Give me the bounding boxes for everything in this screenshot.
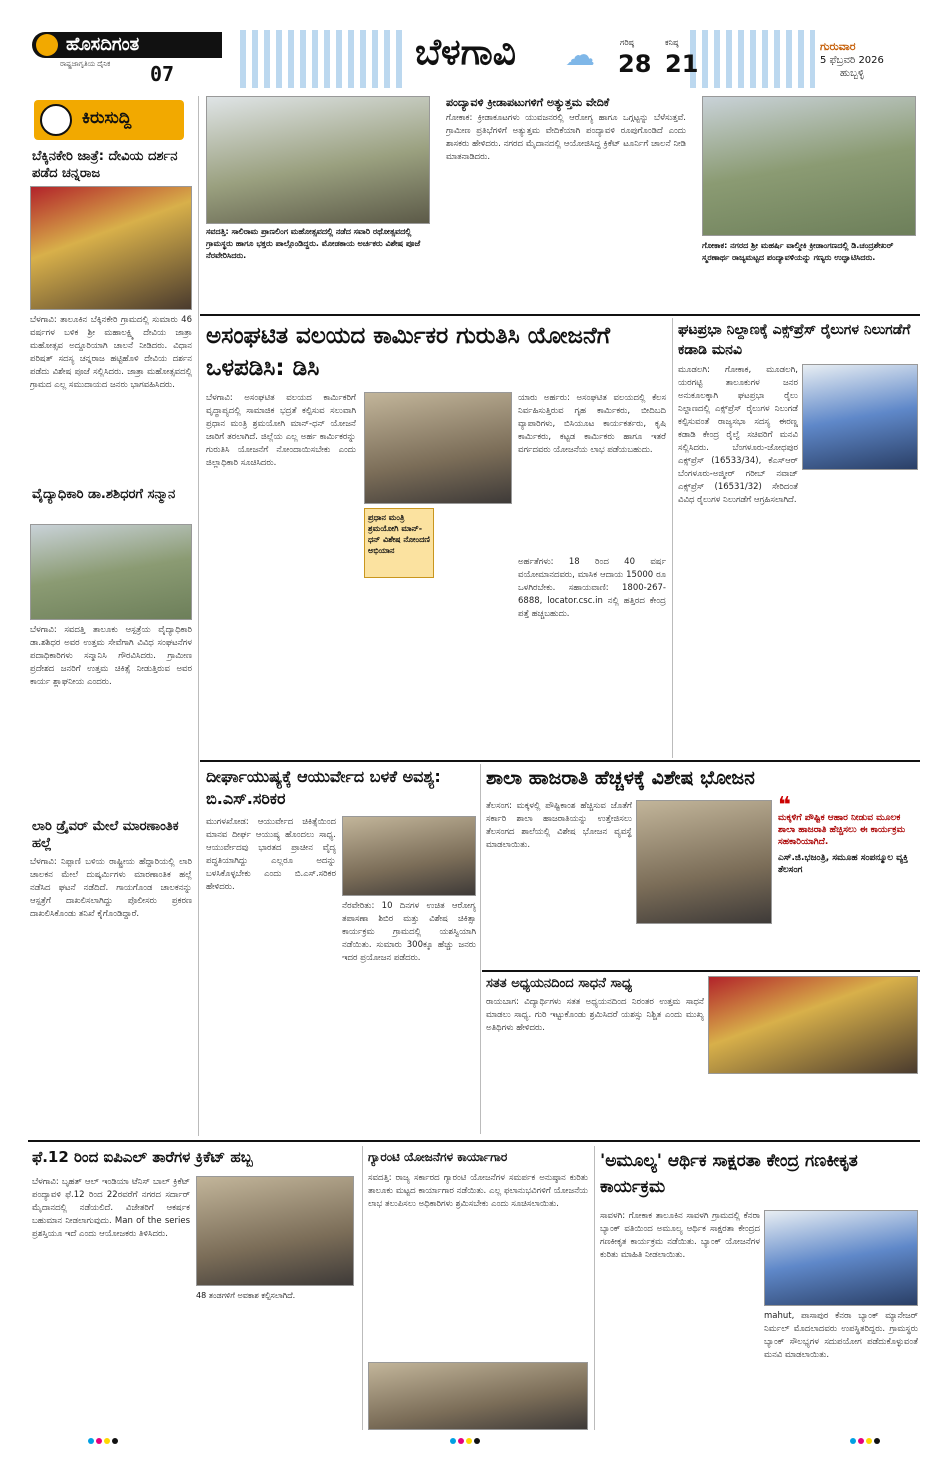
study-body: ರಾಯಬಾಗ: ವಿದ್ಯಾರ್ಥಿಗಳು ಸತತ ಅಧ್ಯಯನದಿಂದ ನಿರಂತರ ಉತ್ತಮ ಸಾಧನೆ ಮಾಡಲು ಸಾಧ್ಯ. ಗುರಿ ಇಟ್ಟುಕೊಂಡು ಶ್ರಮಿಸಿದರೆ ಯಶಸ್ಸು ನಿಶ್ಚಿತ ಎಂದು ಮುಖ್ಯ ಅತಿಥಿಗಳು ಹೇಳಿದರು. <box>486 997 704 1033</box>
chariot-photo <box>206 96 430 224</box>
chariot-caption: ಸವದತ್ತಿ: ಸಾಲಿರಾಮ ಪ್ರಾಣಲಿಂಗ ಮಹೋತ್ಸವದಲ್ಲಿ ನಡೆದ ಸವಾರಿ ರಥೋತ್ಸವದಲ್ಲಿ ಗ್ರಾಮಸ್ಥರು ಹಾಗೂ ಭಕ್ತರು ಪಾಲ್ಗೊಂಡಿದ್ದರು. ಮೋಡಕಾಯ ಅರ್ಚಕರು ವಿಶೇಷ ಪೂಜೆ ನೆರವೇರಿಸಿದರು. <box>206 226 430 312</box>
school-photo <box>636 800 772 924</box>
section-rule-4 <box>28 1140 920 1142</box>
guarantee-photo <box>368 1362 588 1430</box>
section-rule-3 <box>482 970 920 972</box>
column-divider-3 <box>480 764 481 1134</box>
ayur-headline: ದೀರ್ಘಾಯುಷ್ಯಕ್ಕೆ ಆಯುರ್ವೇದ ಬಳಕೆ ಅವಶ್ಯ: ಬಿ.ಎಸ್.ಸರಿಕರ <box>206 767 441 808</box>
print-registration-marks-3 <box>850 1438 890 1446</box>
guarantee-body: ಸವದತ್ತಿ: ರಾಜ್ಯ ಸರ್ಕಾರದ ಗ್ಯಾರಂಟಿ ಯೋಜನೆಗಳ ಸಮರ್ಪಕ ಅನುಷ್ಠಾನ ಕುರಿತು ತಾಲೂಕು ಮಟ್ಟದ ಕಾರ್ಯಾಗಾರ ನಡೆಯಿತು. ಎಲ್ಲ ಫಲಾನುಭವಿಗಳಿಗೆ ಯೋಜನೆಯ ಲಾಭ ತಲುಪಿಸಲು ಅಧಿಕಾರಿಗಳು ಶ್ರಮಿಸಬೇಕು ಎಂದು ಸೂಚಿಸಲಾಯಿತು. <box>368 1173 588 1209</box>
masthead <box>0 0 945 92</box>
ipl-headline: ಫೆ.12 ರಿಂದ ಐಪಿಎಲ್ ತಾರೆಗಳ ಕ್ರಿಕೆಟ್ ಹಬ್ಬ <box>32 1148 253 1166</box>
section-rule-2 <box>200 760 920 762</box>
logo-tagline: ರಾಷ್ಟ್ರಜಾಗೃತಿಯ ದೈನಿಕ <box>60 60 111 68</box>
brief-headline-3: ಲಾರಿ ಡ್ರೈವರ್ ಮೇಲೆ ಮಾರಣಾಂತಿಕ ಹಲ್ಲೆ <box>32 819 179 851</box>
sports-body: ಗೋಕಾಕ: ಕ್ರೀಡಾಕೂಟಗಳು ಯುವಜನರಲ್ಲಿ ಆರೋಗ್ಯ ಹಾಗೂ ಒಗ್ಗಟ್ಟನ್ನು ಬೆಳೆಸುತ್ತವೆ. ಗ್ರಾಮೀಣ ಪ್ರತಿಭೆಗಳಿಗೆ ಅತ್ಯುತ್ತಮ ವೇದಿಕೆಯಾಗಿ ಪಂದ್ಯಾವಳಿ ರೂಪುಗೊಂಡಿದೆ ಎಂದು ಶಾಸಕರು ಹೇಳಿದರು. ನಗರದ ಮೈದಾನದಲ್ಲಿ ಆಯೋಜಿಸಿದ್ದ ಕ್ರಿಕೆಟ್ ಟೂರ್ನಿಗೆ ಚಾಲನೆ ನೀಡಿ ಮಾತನಾಡಿದರು. <box>446 113 686 162</box>
brief-label-box <box>34 100 184 140</box>
study-photo <box>708 976 918 1074</box>
lead-pullquote-box: ಪ್ರಧಾನ ಮಂತ್ರಿ ಶ್ರಮಯೋಗಿ ಮಾನ್-ಧನ್ ವಿಶೇಷ ನೋಂದಣಿ ಅಭಿಯಾನ <box>364 508 434 578</box>
brief-body-1: ಬೆಳಗಾವಿ: ತಾಲೂಕಿನ ಬೆಕ್ಕಿನಕೇರಿ ಗ್ರಾಮದಲ್ಲಿ ಸುಮಾರು 46 ವರ್ಷಗಳ ಬಳಿಕ ಶ್ರೀ ಮಹಾಲಕ್ಷ್ಮಿ ದೇವಿಯ ಜಾತ್ರಾ ಮಹೋತ್ಸವ ಅದ್ದೂರಿಯಾಗಿ ಚಾಲನೆ ನೀಡಿದರು. ವಿಧಾನ ಪರಿಷತ್ ಸದಸ್ಯ ಚನ್ನರಾಜ ಹಟ್ಟಿಹೊಳಿ ದೇವಿಯ ದರ್ಶನ ಪಡೆದು ವಿಶೇಷ ಪೂಜೆ ಸಲ್ಲಿಸಿದರು. ಜಾತ್ರಾ ಮಹೋತ್ಸವದಲ್ಲಿ ಗ್ರಾಮದ ಎಲ್ಲ ಸಮುದಾಯದ ಜನರು ಭಾಗವಹಿಸಿದರು. <box>30 315 192 390</box>
ipl-photo <box>196 1176 354 1286</box>
rail-headline: ಘಟಪ್ರಭಾ ನಿಲ್ದಾಣಕ್ಕೆ ಎಕ್ಸ್‌ಪ್ರೆಸ್ ರೈಲುಗಳ ನಿಲುಗಡೆಗೆ ಕಡಾಡಿ ಮನವಿ <box>678 322 911 358</box>
sports-caption: ಗೋಕಾಕ: ನಗರದ ಶ್ರೀ ಮಹರ್ಷಿ ವಾಲ್ಮೀಕಿ ಕ್ರೀಡಾಂಗಣದಲ್ಲಿ ಡಿ.ಚಂದ್ರಶೇಖರ್ ಸ್ಮರಣಾರ್ಥ ರಾಜ್ಯಮಟ್ಟದ ಪಂದ್ಯಾವಳಿಯನ್ನು ಗಣ್ಯರು ಉದ್ಘಾಟಿಸಿದರು. <box>702 240 916 312</box>
school-quote <box>778 793 918 876</box>
amulya-headline: 'ಅಮೂಲ್ಯ' ಆರ್ಥಿಕ ಸಾಕ್ಷರತಾ ಕೇಂದ್ರ ಗಣಕೀಕೃತ ಕಾರ್ಯಕ್ರಮ <box>600 1151 858 1197</box>
print-registration-marks-2 <box>450 1438 490 1446</box>
ayur-photo <box>342 816 476 896</box>
column-divider-4 <box>362 1146 363 1430</box>
newspaper-logo: ಹೊಸದಿಗಂತ <box>32 32 222 58</box>
brief-photo-1 <box>30 186 192 310</box>
rail-photo <box>802 364 918 470</box>
brief-label: ಕಿರುಸುದ್ದಿ <box>82 108 132 128</box>
ayur-body: ಮುಗಳಖೋಡ: ಆಯುರ್ವೇದ ಚಿಕಿತ್ಸೆಯಿಂದ ಮಾನವ ದೀರ್ಘ ಆಯುಷ್ಯ ಹೊಂದಲು ಸಾಧ್ಯ. ಆಯುರ್ವೇದವು ಭಾರತದ ಪ್ರಾಚೀನ ವೈದ್ಯ ಪದ್ಧತಿಯಾಗಿದ್ದು ಎಲ್ಲರೂ ಅದನ್ನು ಬಳಸಿಕೊಳ್ಳಬೇಕು ಎಂದು ಬಿ.ಎಸ್.ಸರಿಕರ ಹೇಳಿದರು. <box>206 817 336 892</box>
amulya-body: ಸಾವಳಗಿ: ಗೋಕಾಕ ತಾಲೂಕಿನ ಸಾವಳಗಿ ಗ್ರಾಮದಲ್ಲಿ ಕೆನರಾ ಬ್ಯಾಂಕ್ ವತಿಯಿಂದ ಅಮೂಲ್ಯ ಆರ್ಥಿಕ ಸಾಕ್ಷರತಾ ಕೇಂದ್ರದ ಗಣಕೀಕೃತ ಕಾರ್ಯಕ್ರಮ ನಡೆಯಿತು. ಬ್ಯಾಂಕ್ ಯೋಜನೆಗಳ ಕುರಿತು ಮಾಹಿತಿ ನೀಡಲಾಯಿತು. <box>600 1211 760 1260</box>
max-temp: 28 <box>618 50 652 78</box>
day-name: ಗುರುವಾರ <box>820 40 856 53</box>
ipl-body: ಬೆಳಗಾವಿ: ಬೃಹತ್ ಆಲ್ ಇಂಡಿಯಾ ಟೆನಿಸ್ ಬಾಲ್ ಕ್ರಿಕೆಟ್ ಪಂದ್ಯಾವಳಿ ಫೆ.12 ರಿಂದ 22ರವರೆಗೆ ನಗರದ ಸರ್ದಾರ್ ಮೈದಾನದಲ್ಲಿ ನಡೆಯಲಿದೆ. ವಿಜೇತರಿಗೆ ಆಕರ್ಷಕ ಬಹುಮಾನ ನೀಡಲಾಗುವುದು. Man of the series ಪ್ರಶಸ್ತಿಯೂ ಇದೆ ಎಂದು ಆಯೋಜಕರು ತಿಳಿಸಿದರು. <box>32 1177 190 1239</box>
rail-body: ಮೂಡಲಗಿ: ಗೋಕಾಕ, ಮೂಡಲಗಿ, ಯರಗಟ್ಟಿ ತಾಲೂಕುಗಳ ಜನರ ಅನುಕೂಲಕ್ಕಾಗಿ ಘಟಪ್ರಭಾ ರೈಲು ನಿಲ್ದಾಣದಲ್ಲಿ ಎಕ್ಸ್‌ಪ್ರೆಸ್ ರೈಲುಗಳ ನಿಲುಗಡೆ ಕಲ್ಪಿಸುವಂತೆ ರಾಜ್ಯಸಭಾ ಸದಸ್ಯ ಈರಣ್ಣ ಕಡಾಡಿ ಕೇಂದ್ರ ರೈಲ್ವೆ ಸಚಿವರಿಗೆ ಮನವಿ ಸಲ್ಲಿಸಿದರು. ಬೆಂಗಳೂರು-ಜೋಧಪುರ ಎಕ್ಸ್‌ಪ್ರೆಸ್ (16533/34), ಕೆಎಸ್‌ಆರ್ ಬೆಂಗಳೂರು-ಅಜ್ಮೀರ್ ಗರೀಬ್ ನವಾಜ್ ಎಕ್ಸ್‌ಪ್ರೆಸ್ (16531/32) ಸೇರಿದಂತೆ ವಿವಿಧ ರೈಲುಗಳ ನಿಲುಗಡೆಗೆ ಆಗ್ರಹಿಸಲಾಗಿದೆ. <box>678 365 798 505</box>
ipl-caption: 48 ತಂಡಗಳಿಗೆ ಅವಕಾಶ ಕಲ್ಪಿಸಲಾಗಿದೆ. <box>196 1290 354 1302</box>
section-rule <box>200 314 920 316</box>
lead-body-3: ಅರ್ಹತೆಗಳು: 18 ರಿಂದ 40 ವರ್ಷ ವಯೋಮಾನದವರು, ಮಾಸಿಕ ಆದಾಯ 15000 ರೂ ಒಳಗಿರಬೇಕು. ಸಹಾಯವಾಣಿ: 1800-267-6888, locator.csc.in ನಲ್ಲಿ ಹತ್ತಿರದ ಕೇಂದ್ರ ಪತ್ತೆ ಹಚ್ಚಬಹುದು. <box>518 557 666 619</box>
meeting-photo <box>364 392 512 504</box>
city-title: ಬೆಳಗಾವಿ <box>415 32 516 73</box>
min-temp: 21 <box>665 50 699 78</box>
quote-text: ಮಕ್ಕಳಿಗೆ ಪೌಷ್ಟಿಕ ಆಹಾರ ನೀಡುವ ಮೂಲಕ ಶಾಲಾ ಹಾಜರಾತಿ ಹೆಚ್ಚಿಸಲು ಈ ಕಾರ್ಯಕ್ರಮ ಸಹಕಾರಿಯಾಗಿದೆ. <box>778 813 906 847</box>
brief-body-3: ಬೆಳಗಾವಿ: ನಿಪ್ಪಾಣಿ ಬಳಿಯ ರಾಷ್ಟ್ರೀಯ ಹೆದ್ದಾರಿಯಲ್ಲಿ ಲಾರಿ ಚಾಲಕನ ಮೇಲೆ ದುಷ್ಕರ್ಮಿಗಳು ಮಾರಣಾಂತಿಕ ಹಲ್ಲೆ ನಡೆಸಿದ ಘಟನೆ ನಡೆದಿದೆ. ಗಾಯಗೊಂಡ ಚಾಲಕನನ್ನು ಆಸ್ಪತ್ರೆಗೆ ದಾಖಲಿಸಲಾಗಿದ್ದು ಪೊಲೀಸರು ಪ್ರಕರಣ ದಾಖಲಿಸಿಕೊಂಡು ತನಿಖೆ ಕೈಗೊಂಡಿದ್ದಾರೆ. <box>30 857 192 919</box>
dateline <box>820 40 884 80</box>
place-text: ಹುಬ್ಬಳ್ಳಿ <box>840 68 865 79</box>
page-number: 07 <box>150 62 175 86</box>
weather-icon: ☁ <box>565 38 595 73</box>
date-text: 5 ಫೆಬ್ರವರಿ 2026 <box>820 55 884 66</box>
sports-headline: ಪಂದ್ಯಾವಳಿ ಕ್ರೀಡಾಪಟುಗಳಿಗೆ ಅತ್ಯುತ್ತಮ ವೇದಿಕೆ <box>446 96 610 109</box>
school-body: ತೆಲಸಂಗ: ಮಕ್ಕಳಲ್ಲಿ ಪೌಷ್ಟಿಕಾಂಶ ಹೆಚ್ಚಿಸುವ ಜೊತೆಗೆ ಸರ್ಕಾರಿ ಶಾಲಾ ಹಾಜರಾತಿಯನ್ನು ಉತ್ತೇಜಿಸಲು ತೆಲಸಂಗದ ಶಾಲೆಯಲ್ಲಿ ವಿಶೇಷ ಭೋಜನ ವ್ಯವಸ್ಥೆ ಮಾಡಲಾಯಿತು. <box>486 801 632 850</box>
min-temp-label: ಕನಿಷ್ಠ <box>665 38 679 47</box>
masthead-stripe-right <box>690 30 815 88</box>
school-headline: ಶಾಲಾ ಹಾಜರಾತಿ ಹೆಚ್ಚಳಕ್ಕೆ ವಿಶೇಷ ಭೋಜನ <box>486 767 755 789</box>
amulya-body-2: mahut, ಪಾಸಾಪುರ ಕೆನರಾ ಬ್ಯಾಂಕ್ ಮ್ಯಾನೇಜರ್ ನಿರ್ಮಲ್ ಮೊದಲಾದವರು ಉಪಸ್ಥಿತರಿದ್ದರು. ಗ್ರಾಮಸ್ಥರು ಬ್ಯಾಂಕ್ ಸೌಲಭ್ಯಗಳ ಸದುಪಯೋಗ ಪಡೆದುಕೊಳ್ಳುವಂತೆ ಮನವಿ ಮಾಡಲಾಯಿತು. <box>764 1311 918 1360</box>
logo-emblem-icon <box>36 34 58 56</box>
lead-body-2: ಯಾರು ಅರ್ಹರು: ಅಸಂಘಟಿತ ವಲಯದಲ್ಲಿ ಕೆಲಸ ನಿರ್ವಹಿಸುತ್ತಿರುವ ಗೃಹ ಕಾರ್ಮಿಕರು, ಬೀದಿಬದಿ ವ್ಯಾಪಾರಿಗಳು, ಬಿಸಿಯೂಟ ಕಾರ್ಯಕರ್ತರು, ಕೃಷಿ ಕಾರ್ಮಿಕರು, ಕಟ್ಟಡ ಕಾರ್ಮಿಕರು ಹಾಗೂ ಇತರೆ ವರ್ಗದವರು ಯೋಜನೆಯ ಲಾಭ ಪಡೆಯಬಹುದು. <box>518 393 666 455</box>
amulya-photo <box>764 1210 918 1306</box>
column-divider <box>198 96 199 1136</box>
masthead-stripe <box>240 30 408 88</box>
quote-attribution: ಎಸ್.ಜಿ.ಭಜಂತ್ರಿ, ಸಮೂಹ ಸಂಪನ್ಮೂಲ ವ್ಯಕ್ತಿ ತೆಲಸಂಗ <box>778 853 909 875</box>
lead-body-1: ಬೆಳಗಾವಿ: ಅಸಂಘಟಿತ ವಲಯದ ಕಾರ್ಮಿಕರಿಗೆ ವೃದ್ಧಾಪ್ಯದಲ್ಲಿ ಸಾಮಾಜಿಕ ಭದ್ರತೆ ಕಲ್ಪಿಸುವ ಸಲುವಾಗಿ ಪ್ರಧಾನ ಮಂತ್ರಿ ಶ್ರಮಯೋಗಿ ಮಾನ್-ಧನ್ ಯೋಜನೆ ಜಾರಿಗೆ ತರಲಾಗಿದೆ. ಜಿಲ್ಲೆಯ ಎಲ್ಲ ಅರ್ಹ ಕಾರ್ಮಿಕರನ್ನು ಗುರುತಿಸಿ ಯೋಜನೆಗೆ ನೋಂದಾಯಿಸಬೇಕು ಎಂದು ಜಿಲ್ಲಾಧಿಕಾರಿ ಸೂಚಿಸಿದರು. <box>206 393 356 468</box>
hand-icon <box>40 104 72 136</box>
brief-body-2: ಬೆಳಗಾವಿ: ಸವದತ್ತಿ ತಾಲೂಕು ಆಸ್ಪತ್ರೆಯ ವೈದ್ಯಾಧಿಕಾರಿ ಡಾ.ಶಶಿಧರ ಅವರ ಉತ್ತಮ ಸೇವೆಗಾಗಿ ವಿವಿಧ ಸಂಘಟನೆಗಳ ಪದಾಧಿಕಾರಿಗಳು ಸನ್ಮಾನಿಸಿ ಗೌರವಿಸಿದರು. ಗ್ರಾಮೀಣ ಪ್ರದೇಶದ ಜನರಿಗೆ ಉತ್ತಮ ಚಿಕಿತ್ಸೆ ನೀಡುತ್ತಿರುವ ಅವರ ಕಾರ್ಯ ಶ್ಲಾಘನೀಯ ಎಂದರು. <box>30 625 192 687</box>
brief-photo-2 <box>30 524 192 620</box>
column-divider-2 <box>672 318 673 758</box>
print-registration-marks <box>88 1438 128 1446</box>
ayur-body-2: ನೆರವೇರಿತು: 10 ದಿನಗಳ ಉಚಿತ ಆರೋಗ್ಯ ತಪಾಸಣಾ ಶಿಬಿರ ಮತ್ತು ವಿಶೇಷ ಚಿಕಿತ್ಸಾ ಕಾರ್ಯಕ್ರಮ ಗ್ರಾಮದಲ್ಲಿ ಯಶಸ್ವಿಯಾಗಿ ನಡೆಯಿತು. ಸುಮಾರು 300ಕ್ಕೂ ಹೆಚ್ಚು ಜನರು ಇದರ ಪ್ರಯೋಜನ ಪಡೆದರು. <box>342 901 476 963</box>
max-temp-label: ಗರಿಷ್ಠ <box>620 38 634 47</box>
lead-headline: ಅಸಂಘಟಿತ ವಲಯದ ಕಾರ್ಮಿಕರ ಗುರುತಿಸಿ ಯೋಜನೆಗೆ ಒಳಪಡಿಸಿ: ಡಿಸಿ <box>206 323 611 381</box>
sports-photo <box>702 96 916 236</box>
quote-icon: ❝ <box>778 793 791 818</box>
brief-headline-2: ವೈದ್ಯಾಧಿಕಾರಿ ಡಾ.ಶಶಿಧರಗೆ ಸನ್ಮಾನ <box>32 487 176 502</box>
brief-headline-1: ಬೆಕ್ಕಿನಕೇರಿ ಜಾತ್ರೆ: ದೇವಿಯ ದರ್ಶನ ಪಡೆದ ಚನ್ನರಾಜ <box>32 149 178 181</box>
study-headline: ಸತತ ಅಧ್ಯಯನದಿಂದ ಸಾಧನೆ ಸಾಧ್ಯ <box>486 976 633 991</box>
guarantee-headline: ಗ್ಯಾರಂಟಿ ಯೋಜನೆಗಳ ಕಾರ್ಯಾಗಾರ <box>368 1150 508 1164</box>
column-divider-5 <box>594 1146 595 1430</box>
